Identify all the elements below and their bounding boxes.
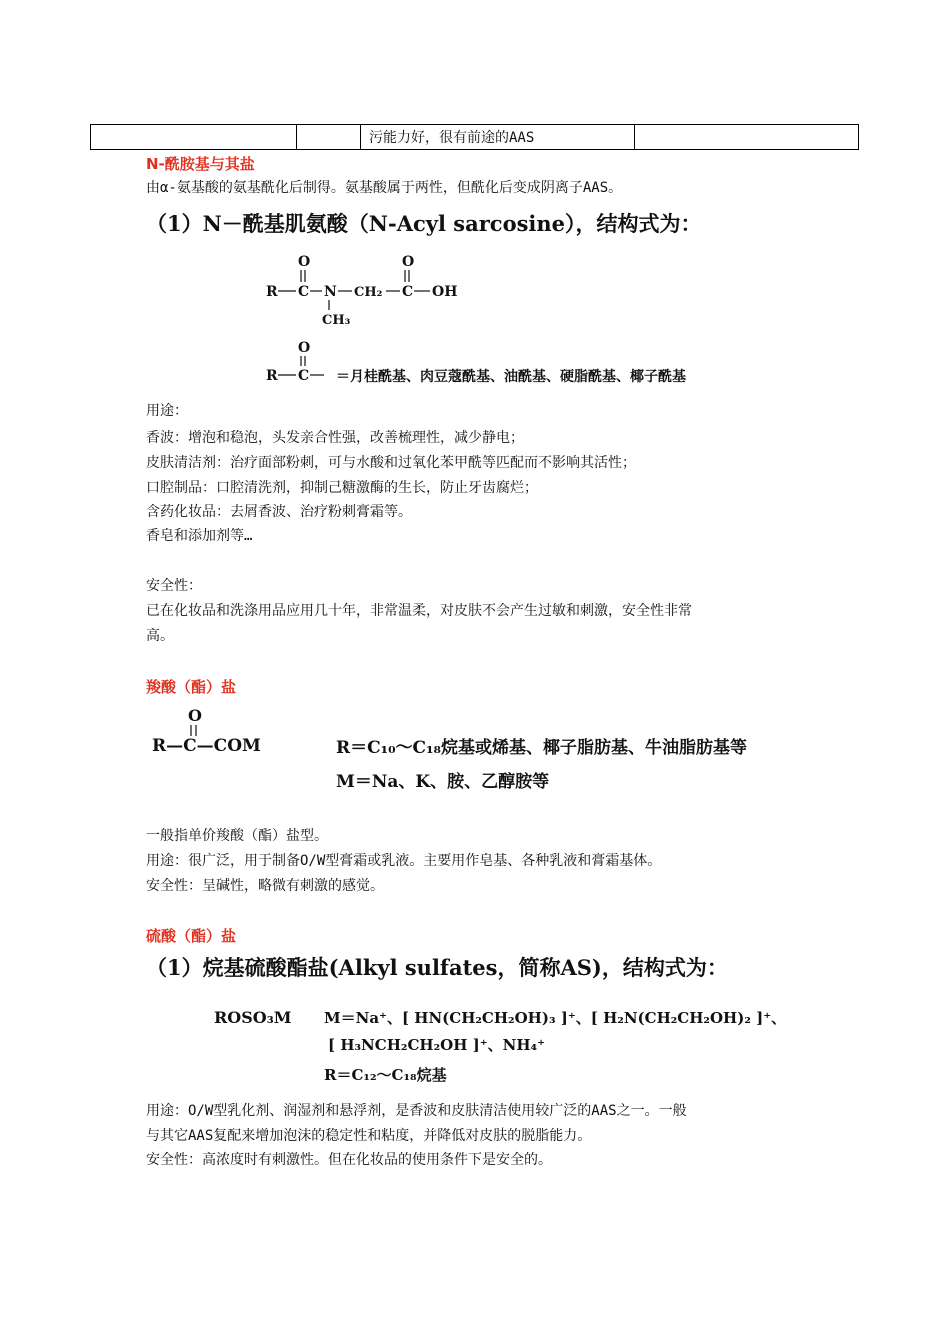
section-heading-sulfate: 硫酸（酯）盐 [146, 927, 237, 945]
formula-r: R [266, 284, 278, 300]
carboxylate-r-def: R＝C₁₀～C₁₈烷基或烯基、椰子脂肪基、牛油脂肪基等 [336, 738, 747, 758]
carboxylate-line: 一般指单价羧酸（酯）盐型。 [146, 828, 328, 844]
table-cell [91, 125, 297, 150]
formula-n: N [324, 284, 337, 300]
sulfate-m1: M＝Na⁺、[ HN(CH₂CH₂OH)₃ ]⁺、[ H₂N(CH₂CH₂OH)₂ ]⁺、 [324, 1009, 787, 1027]
formula-o3: O [298, 340, 311, 356]
sulfate-line: 与其它AAS复配来增加泡沫的稳定性和粘度，并降低对皮肤的脱脂能力。 [146, 1128, 592, 1144]
sulfate-line: 用途：O/W型乳化剂、润湿剂和悬浮剂，是香波和皮肤清洁使用较广泛的AAS之一。一般 [146, 1103, 687, 1119]
formula-c2: C [298, 368, 310, 384]
n-acyl-sarcosine-structure [258, 244, 708, 390]
formula-c: C [298, 284, 310, 300]
carboxylate-line: 安全性：呈碱性，略微有刺激的感觉。 [146, 878, 384, 894]
use-item: 香皂和添加剂等… [146, 528, 253, 544]
safety-line: 已在化妆品和洗涤用品应用几十年，非常温柔，对皮肤不会产生过敏和刺激，安全性非常 [146, 603, 692, 619]
acyl-description: ＝月桂酰基、肉豆蔻酰基、油酰基、硬脂酰基、椰子酰基 [336, 369, 686, 385]
formula-ch2: CH₂ [354, 285, 383, 300]
use-item: 香波：增泡和稳泡，头发亲合性强，改善梳理性，减少静电； [146, 430, 524, 446]
sulfate-r: R＝C₁₂～C₁₈烷基 [324, 1066, 447, 1084]
carboxylate-line: 用途：很广泛，用于制备O/W型膏霜或乳液。主要用作皂基、各种乳液和膏霜基体。 [146, 853, 662, 869]
formula-o1: O [298, 254, 311, 270]
formula-o: O [188, 706, 202, 725]
sulfate-line: 安全性：高浓度时有刺激性。但在化妆品的使用条件下是安全的。 [146, 1152, 552, 1168]
sulfate-left: ROSO₃M [214, 1008, 292, 1027]
formula-c-2: C [402, 284, 414, 300]
table-row [91, 125, 859, 150]
safety-line: 高。 [146, 628, 174, 644]
carboxylate-structure [146, 700, 806, 804]
table-cell [635, 125, 859, 150]
formula-oh: OH [432, 284, 458, 300]
formula-o2: O [402, 254, 415, 270]
safety-label: 安全性： [146, 578, 202, 594]
section-heading-n-acyl: N-酰胺基与其盐 [146, 155, 255, 173]
carboxylate-left: R—C—COM [152, 736, 261, 756]
alkyl-sulfate-structure [206, 996, 806, 1092]
use-item: 含药化妆品：去屑香波、治疗粉刺膏霜等。 [146, 504, 412, 520]
table-cell: 污能力好，很有前途的AAS [361, 125, 635, 150]
formula-r2: R [266, 368, 278, 384]
subtitle-alkyl-sulfates: （1）烷基硫酸酯盐(Alkyl sulfates，简称AS)，结构式为： [146, 955, 728, 980]
formula-ch3: CH₃ [322, 313, 351, 328]
subtitle-n-acyl-sarcosine: （1）N－酰基肌氨酸（N-Acyl sarcosine），结构式为： [146, 211, 702, 236]
section-heading-carboxylate: 羧酸（酯）盐 [146, 678, 237, 696]
use-item: 口腔制品：口腔清洗剂，抑制己糖激酶的生长，防止牙齿腐烂； [146, 480, 538, 496]
table-cell [297, 125, 361, 150]
use-item: 皮肤清洁剂：治疗面部粉刺，可与水酸和过氧化苯甲酰等匹配而不影响其活性； [146, 455, 636, 471]
carboxylate-m-def: M＝Na、K、胺、乙醇胺等 [336, 772, 550, 792]
sulfate-m2: [ H₃NCH₂CH₂OH ]⁺、NH₄⁺ [328, 1036, 545, 1054]
table-fragment [90, 124, 859, 150]
intro-text: 由α-氨基酸的氨基酰化后制得。氨基酸属于两性，但酰化后变成阴离子AAS。 [146, 180, 623, 196]
uses-label: 用途： [146, 403, 188, 419]
